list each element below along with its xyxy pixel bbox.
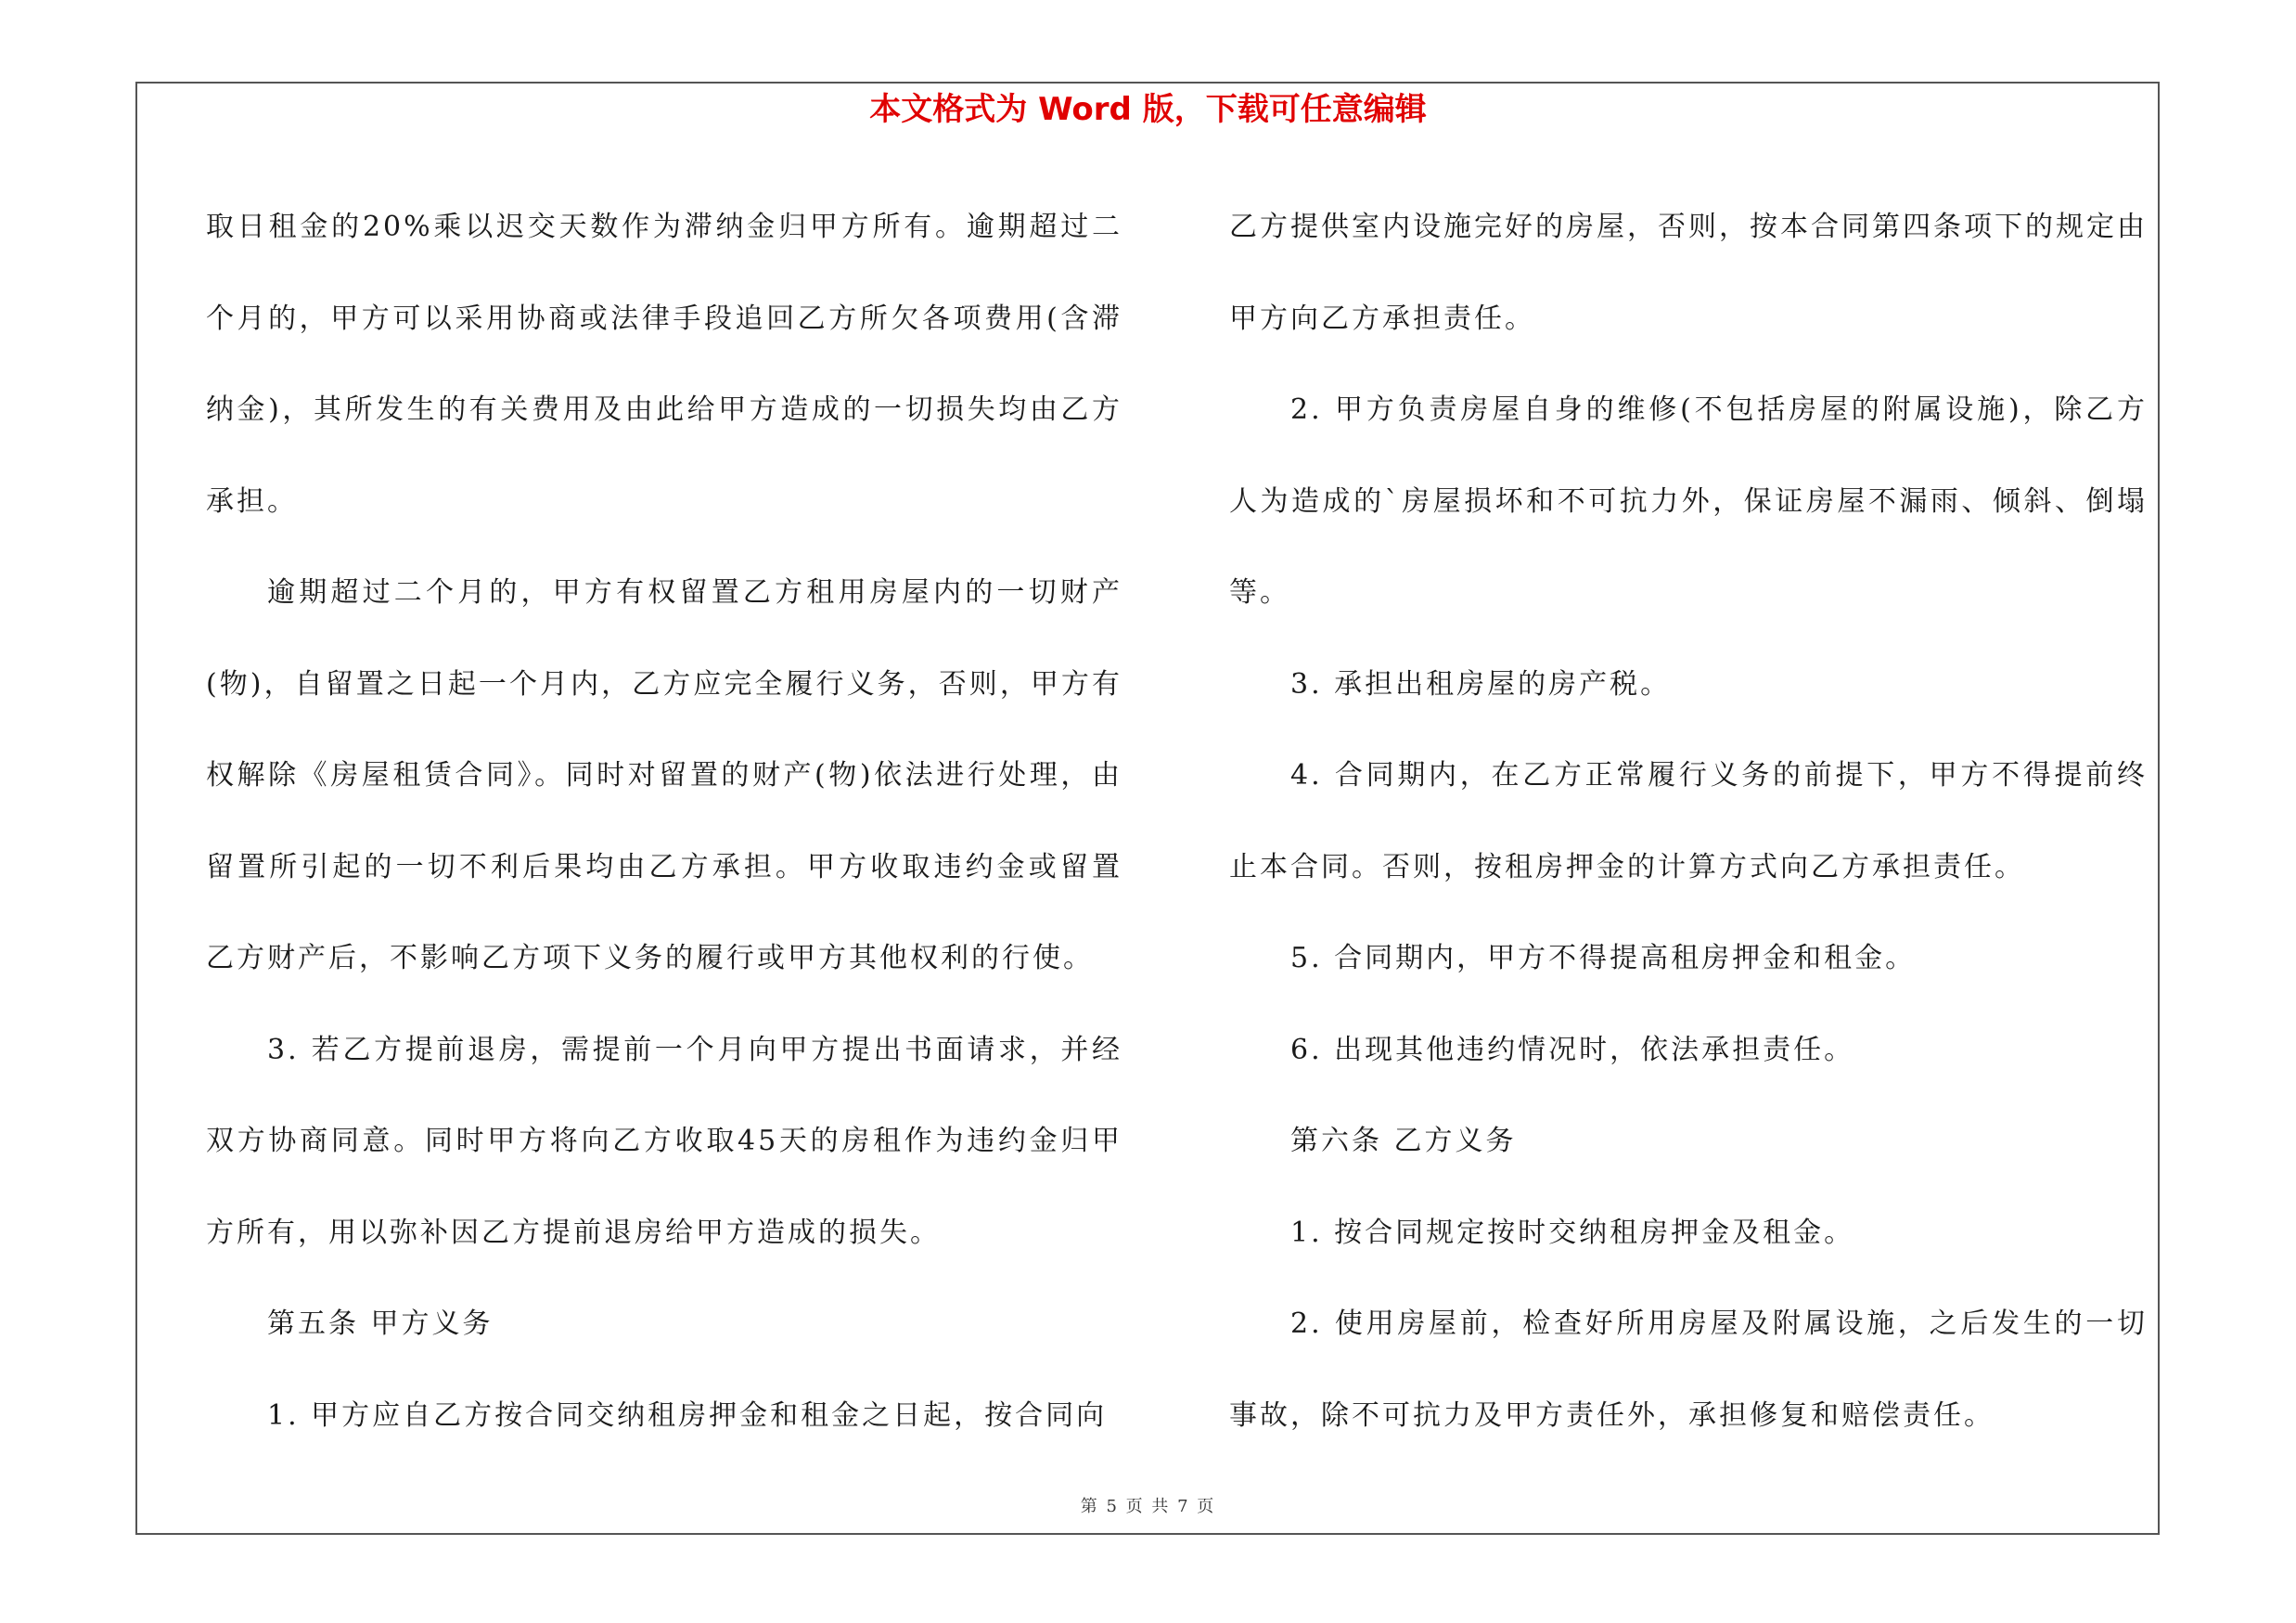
paragraph: 5. 合同期内，甲方不得提高租房押金和租金。 <box>1290 942 1917 974</box>
paragraph: 1. 按合同规定按时交纳租房押金及租金。 <box>1290 1216 1855 1249</box>
paragraph: 取日租金的20%乘以迟交天数作为滞纳金归甲方所有。逾期超过二个月的，甲方可以采用协商或法律手段追回乙方所欠各项费用(含滞纳金)，其所发生的有关费用及由此给甲方造成的一切损失均由乙方承担。 <box>206 211 1122 518</box>
left-column <box>206 182 1122 1462</box>
page-number-footer: 第 5 页 共 7 页 <box>1080 1497 1216 1516</box>
paragraph: 2. 使用房屋前，检查好所用房屋及附属设施，之后发生的一切事故，除不可抗力及甲方责任外，承担修复和赔偿责任。 <box>1229 1307 2148 1432</box>
paragraph: 1. 甲方应自乙方按合同交纳租房押金和租金之日起，按合同向 <box>267 1398 1108 1432</box>
section-heading: 第五条 甲方义务 <box>267 1307 494 1340</box>
format-banner: 本文格式为 Word 版，下载可任意编辑 <box>869 91 1427 128</box>
paragraph: 乙方提供室内设施完好的房屋，否则，按本合同第四条项下的规定由甲方向乙方承担责任。 <box>1229 211 2148 335</box>
paragraph: 逾期超过二个月的，甲方有权留置乙方租用房屋内的一切财产(物)，自留置之日起一个月内，乙方应完全履行义务，否则，甲方有权解除《房屋租赁合同》。同时对留置的财产(物)依法进行处理，由留置所引起的一切不利后果均由乙方承担。甲方收取违约金或留置乙方财产后，不影响乙方项下义务的履行或甲方其他权利的行使。 <box>206 576 1122 974</box>
paragraph: 3. 若乙方提前退房，需提前一个月向甲方提出书面请求，并经双方协商同意。同时甲方将向乙方收取45天的房租作为违约金归甲方所有，用以弥补因乙方提前退房给甲方造成的损失。 <box>206 1033 1122 1249</box>
paragraph: 2. 甲方负责房屋自身的维修(不包括房屋的附属设施)，除乙方人为造成的`房屋损坏和不可抗力外，保证房屋不漏雨、倾斜、倒塌等。 <box>1229 393 2148 609</box>
right-column <box>1229 182 2148 1462</box>
paragraph: 6. 出现其他违约情况时，依法承担责任。 <box>1290 1033 1855 1066</box>
paragraph: 4. 合同期内，在乙方正常履行义务的前提下，甲方不得提前终止本合同。否则，按租房押金的计算方式向乙方承担责任。 <box>1229 759 2148 883</box>
paragraph: 3. 承担出租房屋的房产税。 <box>1290 667 1672 701</box>
section-heading: 第六条 乙方义务 <box>1290 1125 1517 1157</box>
